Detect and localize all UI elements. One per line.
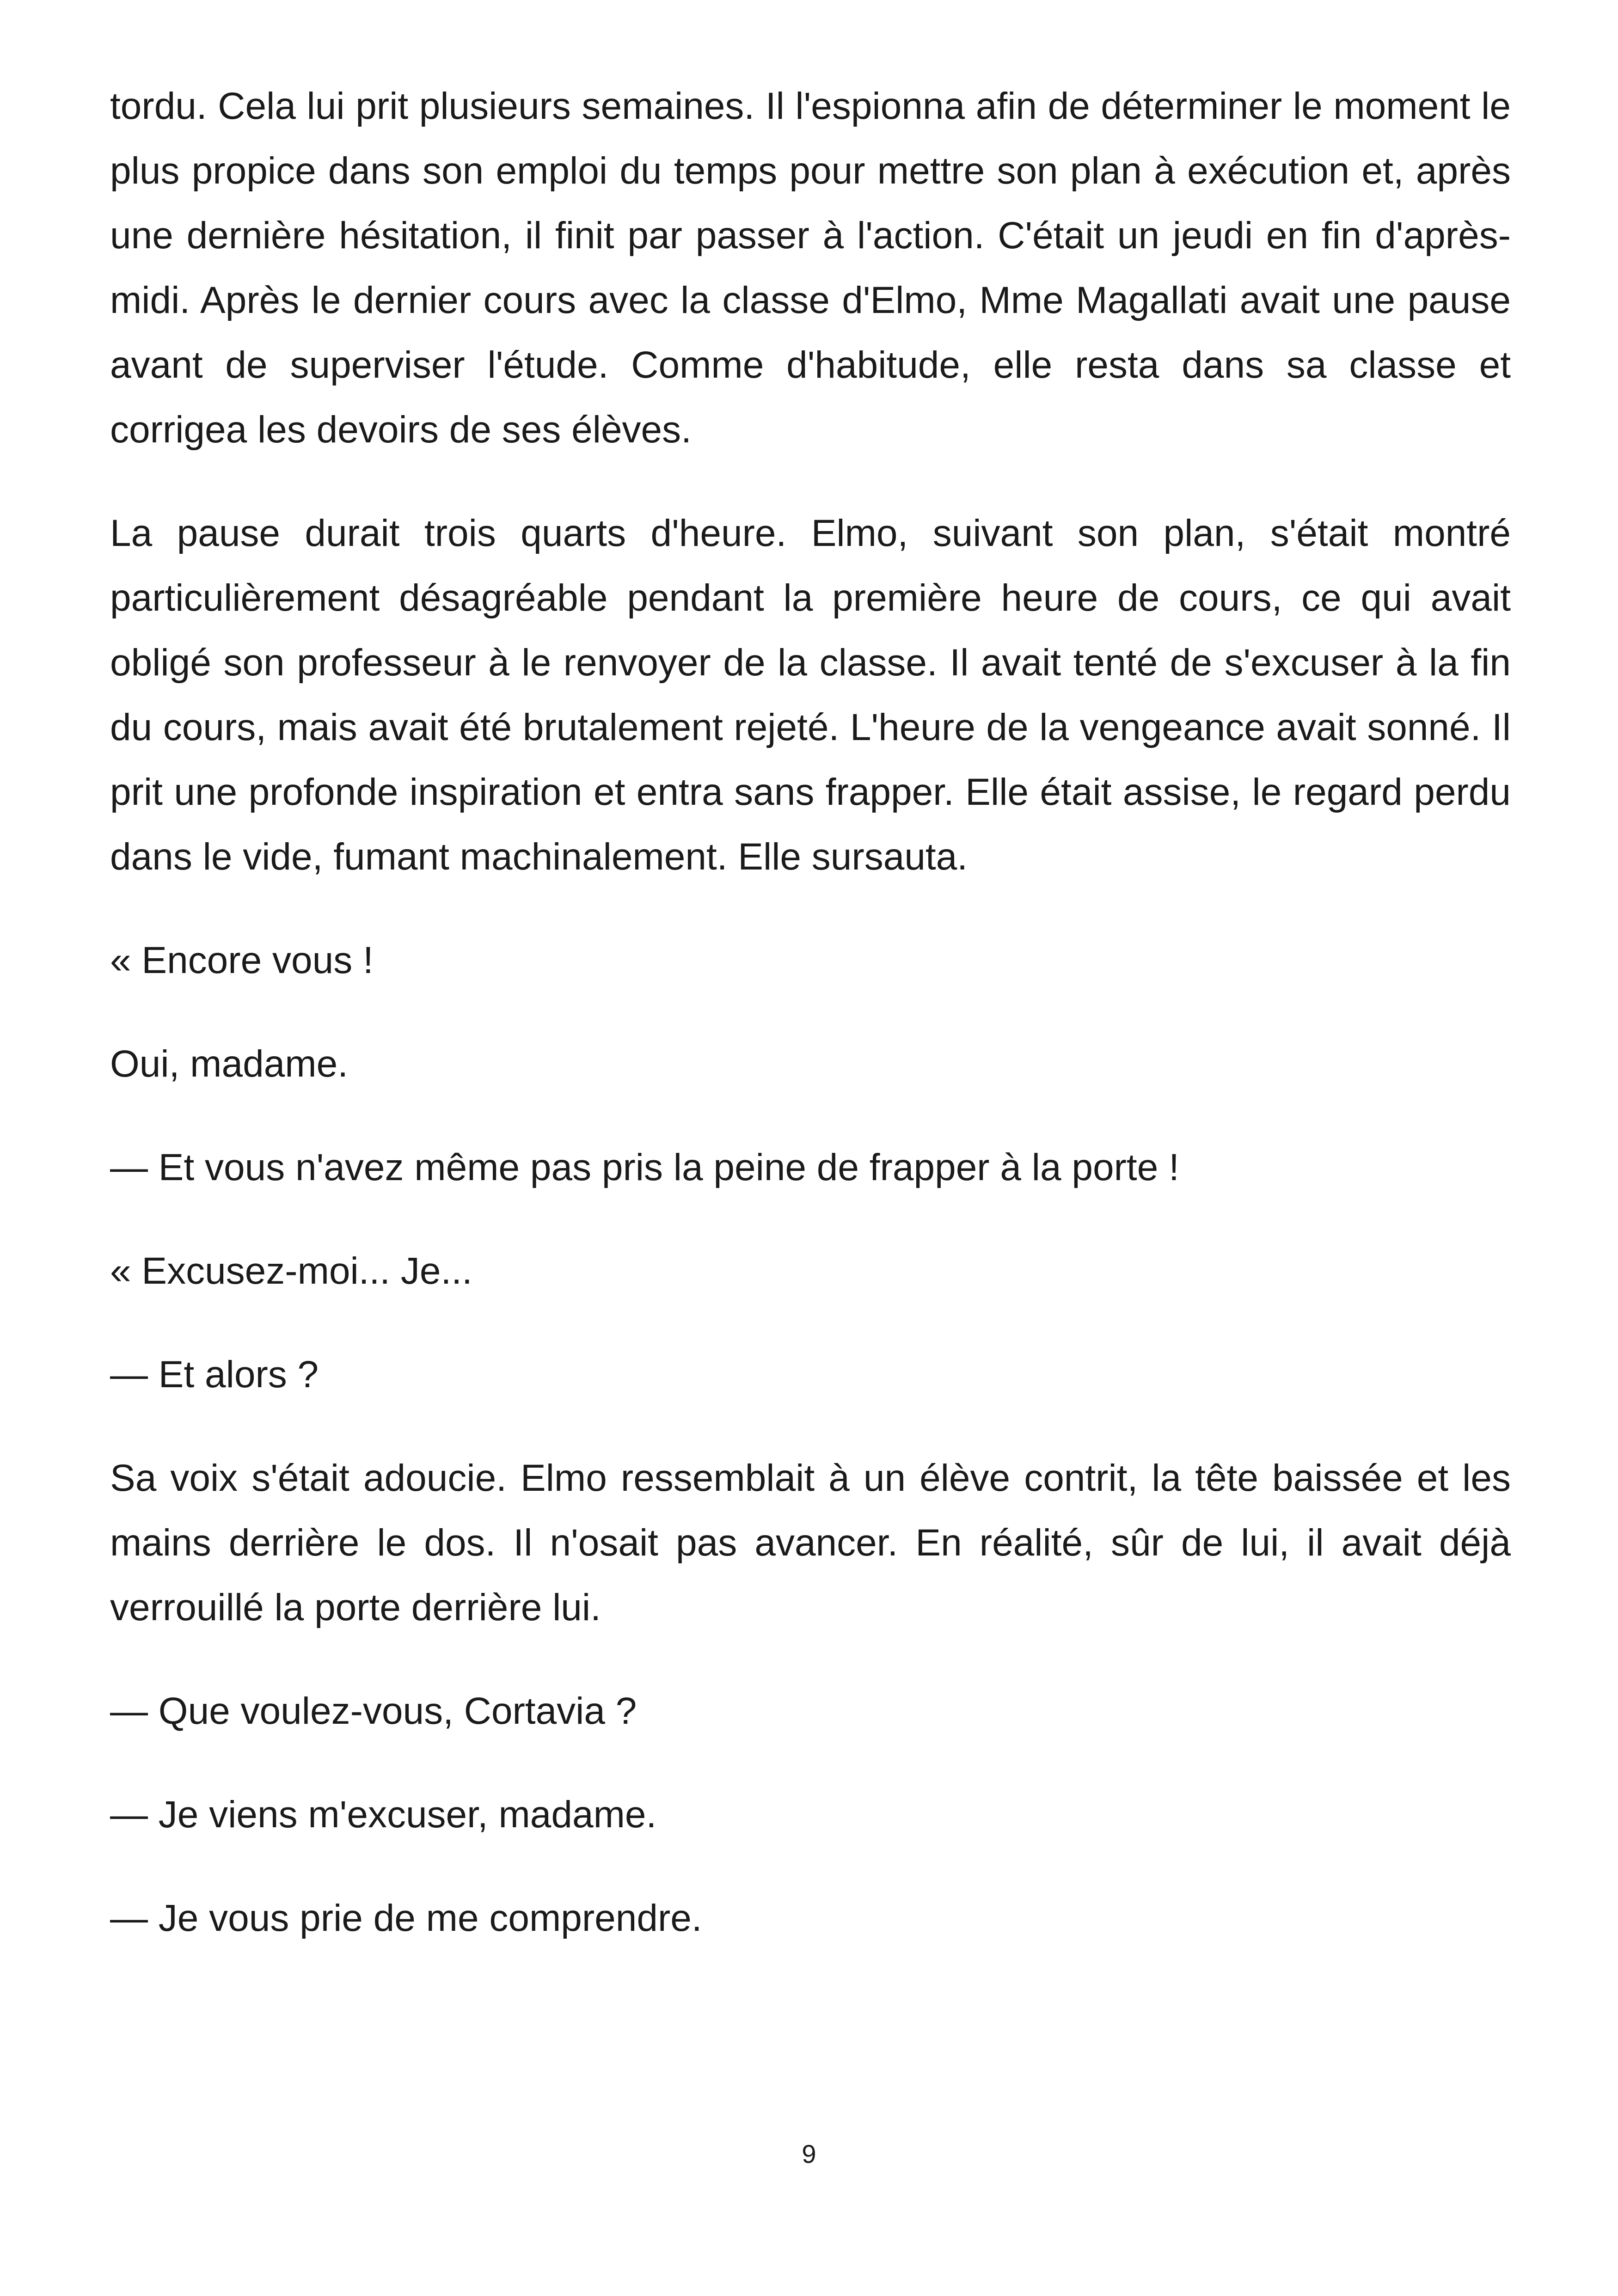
dialogue-line: — Je viens m'excuser, madame.: [110, 1794, 657, 1836]
dialogue-line: — Je vous prie de me comprendre.: [110, 1897, 702, 1939]
page-number: 9: [802, 2139, 816, 2168]
dialogue-line: — Et vous n'avez même pas pris la peine de frapper à la porte !: [110, 1146, 1179, 1188]
dialogue-line: « Encore vous !: [110, 939, 374, 981]
paragraph: La pause durait trois quarts d'heure. Elmo, suivant son plan, s'était montré particulièrement désagréable pendant la première heure de cours, ce qui avait obligé son professeur à le renvoyer de la classe. Il avait tenté de s'excuser à la fin du cours, mais avait été brutalement rejeté. L'heure de la vengeance avait sonné. Il prit une profonde inspiration et entra sans frapper. Elle était assise, le regard perdu dans le vide, fumant machinalement. Elle sursauta.: [110, 512, 1511, 878]
dialogue-line: « Excusez-moi... Je...: [110, 1250, 472, 1292]
paragraph: tordu. Cela lui prit plusieurs semaines. Il l'espionna afin de déterminer le moment le plus propice dans son emploi du temps pour mettre son plan à exécution et, après une dernière hésitation, il finit par passer à l'action. C'était un jeudi en fin d'après-midi. Après le dernier cours avec la classe d'Elmo, Mme Magallati avait une pause avant de superviser l'étude. Comme d'habitude, elle resta dans sa classe et corrigea les devoirs de ses élèves.: [110, 85, 1511, 451]
dialogue-line: — Que voulez-vous, Cortavia ?: [110, 1690, 637, 1732]
body-text: [110, 74, 1511, 1990]
dialogue-line: Oui, madame.: [110, 1043, 348, 1085]
paragraph: Sa voix s'était adoucie. Elmo ressemblait à un élève contrit, la tête baissée et les mains derrière le dos. Il n'osait pas avancer. En réalité, sûr de lui, il avait déjà verrouillé la porte derrière lui.: [110, 1457, 1511, 1629]
dialogue-line: — Et alors ?: [110, 1353, 319, 1396]
